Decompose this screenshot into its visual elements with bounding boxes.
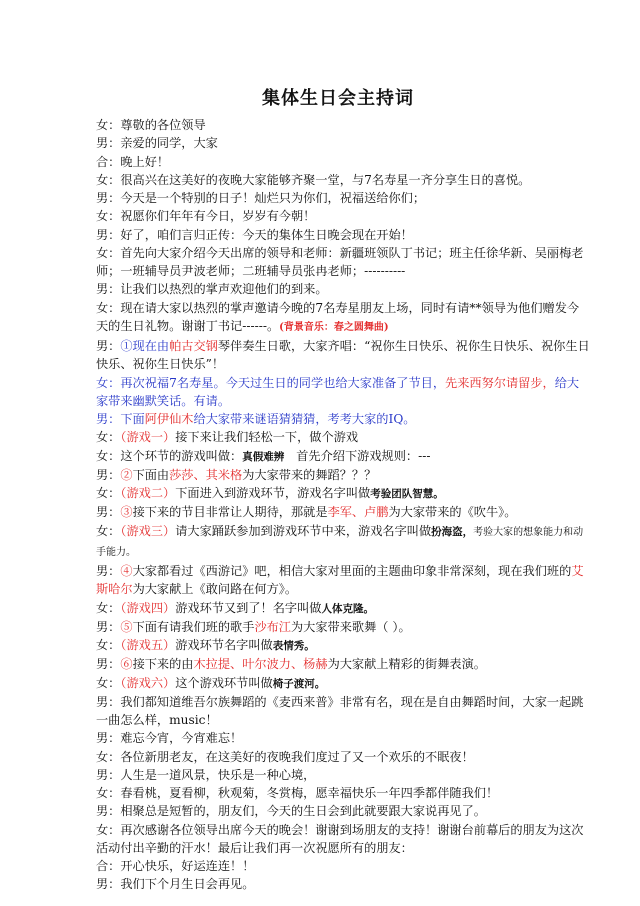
script-line: 女：首先向大家介绍今天出席的领导和老师：新疆班领队丁书记；班主任徐华新、吴丽梅老师；一班辅导员尹波老师；二班辅导员张冉老师；---------- (96, 245, 584, 278)
game-label: （游戏五） (120, 638, 176, 652)
speaker: 男： (96, 564, 121, 578)
script-line (96, 337, 590, 374)
game-name: 考验团队智慧。 (370, 488, 444, 500)
script-line (96, 655, 590, 673)
script-line: 男：难忘今宵，今宵难忘！ (96, 731, 243, 746)
line-text: 游戏环节又到了！名字叫做 (175, 600, 322, 615)
performer-name: 木拉提、叶尔波力、杨赫 (193, 657, 328, 672)
program-number: ⑤ (120, 619, 133, 634)
game-name: 真假难辨 (242, 450, 285, 463)
game-name: 人体克隆。 (321, 602, 374, 615)
performer-name: 莎莎、其米格 (169, 467, 243, 482)
game-label: （游戏四） (120, 600, 176, 615)
game-label: （游戏六） (120, 675, 176, 690)
script-line: 男：人生是一道风景，快乐是一种心境， (96, 767, 316, 782)
speaker: 女： (96, 430, 121, 445)
speaker: 男： (96, 412, 121, 426)
line-text: 请大家踊跃参加到游戏环节中来，游戏名字叫做 (175, 523, 432, 538)
program-number: ④ (120, 564, 133, 578)
speaker: 男： (96, 339, 121, 353)
script-line: 男：我们都知道维吾尔族舞蹈的《麦西来普》非常有名，现在是自由舞蹈时间，大家一起跳一曲怎么样，music！ (96, 694, 584, 727)
line-text: ①现在由 (120, 339, 170, 353)
game-label: （游戏二） (120, 486, 176, 500)
script-line (96, 374, 590, 411)
line-text: 下面进入到游戏环节，游戏名字叫做 (175, 486, 371, 500)
game-label: （游戏一） (120, 430, 176, 445)
script-line (96, 299, 590, 338)
script-line: 男：好了，咱们言归正传：今天的集体生日晚会现在开始！ (96, 227, 413, 242)
script-line (96, 466, 590, 484)
speaker: 女： (96, 523, 121, 538)
script-line: 男：让我们以热烈的掌声欢迎他们的到来。 (96, 282, 328, 297)
line-text: 女：现在请大家以热烈的掌声邀请今晚的7名寿星朋友上场，同时有请**领导为他们赠发今天的生日礼物。谢谢丁书记------。 (96, 300, 580, 333)
script-line: 女：再次感谢各位领导出席今天的晚会！谢谢到场朋友的支持！谢谢台前幕后的朋友为这次活动付出辛勤的汗水！最后让我们再一次祝愿所有的朋友： (96, 822, 584, 855)
script-line: 女：很高兴在这美好的夜晚大家能够齐聚一堂，与7名寿星一齐分享生日的喜悦。 (96, 172, 531, 187)
line-text: 首先介绍下游戏规则：--- (296, 448, 431, 463)
speaker: 男： (96, 505, 121, 520)
script-line (96, 618, 590, 636)
script-line (96, 674, 590, 693)
script-line (96, 522, 590, 563)
line-text: 这个游戏环节叫做 (175, 675, 273, 690)
performer-name: 帕古交钢 (169, 339, 218, 353)
line-text: 下面 (120, 412, 145, 426)
performer-name: 艾斯哈尔 (96, 564, 584, 597)
script-line: 女：春看桃，夏看柳，秋观菊，冬赏梅，愿幸福快乐一年四季都伴随我们！ (96, 786, 499, 800)
music-note: (背景音乐：春之圆舞曲) (279, 321, 389, 333)
script-line: 女：祝愿你们年年有今日，岁岁有今朝！ (96, 209, 316, 224)
line-text: 为大家献上《敢问路在何方》。 (132, 582, 298, 597)
line-text: 接下来让我们轻松一下，做个游戏 (175, 430, 359, 445)
line-text: 接下来的由 (132, 657, 194, 672)
script-line (96, 636, 590, 655)
line-text: 考验大家的想象能力和动手能力。 (96, 526, 584, 558)
speaker: 女： (96, 600, 121, 615)
program-number: ② (120, 467, 133, 482)
line-text: 下面有请我们班的歌手 (132, 619, 255, 634)
game-label: （游戏三） (120, 523, 176, 538)
line-text: 再次祝福7名寿星。今天过生日的同学也给大家准备了节目， (120, 375, 446, 390)
script-line: 女：尊敬的各位领导 (96, 118, 206, 132)
performer-name: 先来西努尔请留步， (445, 375, 555, 390)
speaker: 男： (96, 657, 121, 672)
program-number: ⑥ (120, 657, 133, 672)
script-line: 女：各位新朋老友，在这美好的夜晚我们度过了又一个欢乐的不眠夜！ (96, 749, 474, 764)
document-title: 集体生日会主持词 (262, 88, 414, 109)
speaker: 女： (96, 638, 121, 652)
line-text: 下面由 (132, 467, 170, 482)
speaker: 女： (96, 486, 121, 500)
line-text: 游戏环节名字叫做 (175, 638, 273, 652)
script-line: 男：相聚总是短暂的，朋友们，今天的生日会到此就要跟大家说再见了。 (96, 804, 486, 819)
performer-name: 沙布江 (254, 619, 291, 634)
speaker: 男： (96, 467, 121, 482)
script-line (96, 428, 590, 446)
line-text: 给大家带来幽默笑话。有请。 (96, 375, 580, 408)
line-text: 大家都看过《西游记》吧，相信大家对里面的主题曲印象非常深刻，现在我们班的 (132, 564, 572, 578)
script-line (96, 484, 590, 503)
game-name: 扮海盗， (431, 525, 474, 538)
line-text: 接下来的节目非常让人期待，那就是 (132, 505, 328, 520)
speaker: 男： (96, 619, 121, 634)
line-text: 琴伴奏生日歌，大家齐唱：“祝你生日快乐、祝你生日快乐、祝你生日快乐、祝你生日快乐”！ (96, 339, 590, 372)
program-number: ③ (120, 505, 133, 520)
performer-name: 阿伊仙木 (144, 412, 194, 426)
game-name: 椅子渡河。 (272, 677, 326, 690)
game-name: 表情秀。 (272, 640, 315, 652)
script-line (96, 599, 590, 618)
script-line: 合：晚上好！ (96, 154, 170, 169)
speaker: 女： (96, 375, 121, 390)
speaker: 女： (96, 675, 121, 690)
line-text: 女：这个环节的游戏叫做： (96, 448, 243, 463)
script-line: 男：我们下个月生日会再见。 (96, 877, 255, 892)
line-text: 给大家带来谜语猜猜猜，考考大家的IQ。 (193, 412, 416, 426)
line-text: 为大家带来的《吹牛》。 (388, 505, 517, 520)
script-line (96, 410, 590, 428)
line-text: 为大家带来歌舞（ ）。 (291, 619, 411, 634)
script-line (96, 503, 590, 521)
script-line (96, 447, 590, 466)
script-line: 男：亲爱的同学，大家 (96, 136, 218, 151)
script-line (96, 562, 590, 599)
script-line: 合：开心快乐，好运连连！！ (96, 859, 255, 873)
line-text: 为大家带来的舞蹈？？？ (242, 467, 377, 482)
line-text: 为大家献上精彩的街舞表演。 (327, 657, 486, 672)
performer-name: 李军、卢鹏 (327, 505, 389, 520)
script-line: 男：今天是一个特别的日子！灿烂只为你们，祝福送给你们； (96, 191, 426, 205)
